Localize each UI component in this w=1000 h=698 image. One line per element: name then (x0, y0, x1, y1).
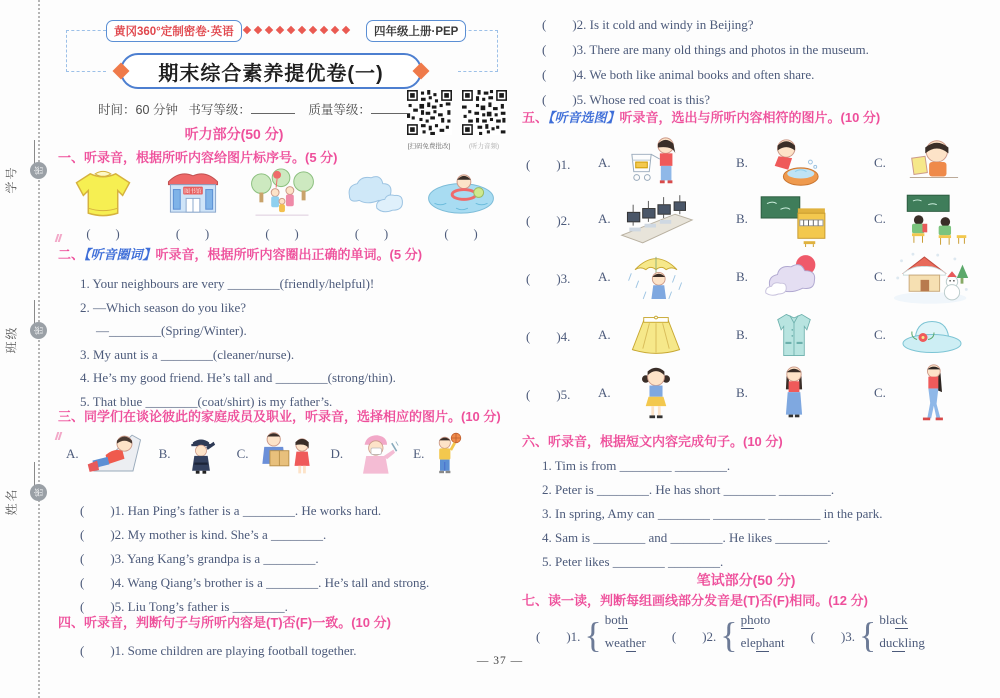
image-option (418, 166, 504, 242)
classroom-illustration (892, 191, 972, 247)
writing-grade-label: 书写等级： (188, 103, 251, 117)
option-label: C. (236, 446, 249, 461)
grade-badge: 四年级上册·PEP (366, 20, 466, 42)
seal-badge (30, 484, 47, 501)
diamond-ornament-left (113, 63, 130, 80)
option-label: C. (874, 385, 886, 400)
answer-bracket: ( )4. (526, 328, 571, 344)
question-line: ( )3. There are many old things and photos in the museum. (542, 42, 869, 57)
phonics-word: both (604, 612, 628, 627)
sweater-illustration (67, 166, 139, 220)
girl-reading-illustration (898, 135, 966, 191)
section-7-groups (536, 612, 925, 658)
music-room-illustration (755, 191, 833, 247)
phonics-word: photo (740, 612, 771, 627)
exam-info-row (98, 100, 425, 118)
question-line: 1. Your neighbours are very ________(friendly/helpful)! (80, 276, 375, 291)
section-5-heading (522, 110, 880, 125)
option-label: E. (413, 446, 425, 461)
option-label: A. (598, 155, 611, 170)
option-label: A. (598, 385, 611, 400)
answer-bracket: ( )5. (526, 386, 571, 402)
section-1-heading: 一、听录音，根据所听内容给图片标序号。(5 分) (58, 150, 338, 165)
written-part-label: 笔试部分(50 分) (696, 572, 796, 588)
answer-bracket: ( ) (354, 227, 389, 241)
option-label: C. (874, 155, 886, 170)
section-2-items (80, 276, 396, 417)
question-line: ( )3. Yang Kang’s grandpa is a ________. (80, 551, 319, 566)
question-line: 3. In spring, Amy can ________ ________ ________ in the park. (542, 506, 883, 521)
question-row (526, 248, 970, 306)
answer-bracket: ( )3. (526, 270, 571, 286)
question-row (526, 364, 970, 422)
brand-badge: 黄冈360°定制密卷·英语 (106, 20, 242, 42)
qr-caption-audio: (听力音频) (468, 143, 500, 150)
police-officer-illustration (175, 428, 227, 480)
section-2-number: 二、 (58, 247, 85, 262)
header-connector-left (66, 30, 106, 72)
image-option (150, 166, 236, 242)
option-label: B. (736, 155, 748, 170)
listening-part-label: 听力部分(50 分) (184, 126, 284, 142)
computer-room-illustration (616, 191, 696, 247)
quality-grade-label: 质量等级： (308, 103, 371, 117)
section-5-tag: 【听音选图】 (548, 110, 620, 125)
phonics-word: black (879, 612, 908, 627)
option-label: D. (330, 446, 344, 461)
diamond-divider (244, 27, 349, 33)
image-option (239, 166, 325, 242)
section-2-heading (58, 247, 422, 262)
section-6-heading: 六、听录音，根据短文内容完成句子。(10 分) (522, 434, 783, 449)
image-option (329, 166, 415, 242)
option-label: B. (158, 446, 171, 461)
section-3-items (80, 500, 429, 620)
driver-illustration (83, 429, 149, 479)
question-line: ( )1. Some children are playing football together. (80, 643, 357, 658)
girl-washing-clothes-illustration (760, 135, 828, 191)
margin-label-class: 班级 (4, 325, 19, 354)
coat-illustration (764, 306, 824, 364)
question-line: 2. —Which season do you like? (80, 299, 247, 315)
qr-caption-grading: [扫码免费批改] (407, 143, 451, 150)
answer-bracket: ( )3. (810, 628, 856, 644)
section-1-image-row (60, 166, 504, 242)
question-line: ( )2. Is it cold and windy in Beijing? (542, 17, 754, 32)
question-line: ( )5. Whose red coat is this? (542, 92, 710, 107)
answer-bracket: ( )2. (526, 212, 571, 228)
answer-bracket: ( )2. (671, 628, 717, 644)
seal-char: 密 (34, 326, 44, 336)
question-line: 5. Peter likes ________ ________. (542, 554, 724, 569)
swimming-illustration (419, 166, 503, 220)
section-6-items (542, 458, 883, 578)
image-option (60, 166, 146, 242)
sun-hat-illustration (897, 312, 967, 358)
nurse-illustration (347, 428, 403, 480)
option-label: B. (736, 269, 748, 284)
option-label: C. (874, 327, 886, 342)
phonics-word: duckling (879, 635, 925, 650)
question-line: 4. He’s my good friend. He’s tall and ________(strong/thin). (80, 370, 396, 385)
brace-glyph: { (584, 615, 602, 655)
grading-qr-code (407, 90, 452, 135)
question-line: ( )1. Han Ping’s father is a ________. He works hard. (80, 503, 382, 518)
option-label: A. (598, 211, 611, 226)
margin-label-student-id: 学号 (4, 165, 19, 194)
phonics-pair (536, 612, 646, 658)
section-4-items-continued (542, 14, 869, 114)
walking-woman-illustration (912, 362, 952, 424)
question-line: ( )4. Wang Qiang’s brother is a ________. He’s tall and strong. (80, 575, 430, 590)
option-label: C. (874, 211, 886, 226)
section-7-heading: 七、读一读，判断每组画线部分发音是(T)否(F)相同。(12 分) (522, 593, 868, 608)
snow-house-snowman-illustration (892, 249, 972, 305)
seal-char: 密 (34, 166, 44, 176)
question-row (526, 134, 970, 192)
skirt-illustration (623, 309, 689, 361)
phonics-word: weather (604, 635, 646, 650)
brace-glyph: { (859, 615, 877, 655)
time-label: 时间：60 分钟 (98, 103, 178, 117)
standing-woman-illustration (776, 363, 812, 423)
phonics-word: elephant (740, 635, 785, 650)
answer-bracket: ( )1. (536, 628, 581, 644)
section-4-heading: 四、听录音，判断句子与所听内容是(T)否(F)一致。(10 分) (58, 615, 391, 630)
writing-grade-blank (251, 101, 295, 114)
section-2-heading-text: 听录音，根据所听内容圈出正确的单词。(5 分) (155, 247, 423, 262)
answer-bracket: ( )1. (526, 156, 571, 172)
question-row (526, 190, 970, 248)
right-page (522, 0, 970, 698)
girl-shopping-cart-illustration (622, 135, 690, 191)
section-5-heading-text: 听录音，选出与所听内容相符的图片。(10 分) (619, 110, 881, 125)
answer-bracket: ( ) (86, 227, 120, 241)
page-number: — 37 — (476, 655, 524, 667)
boy-with-basketball-illustration (428, 428, 468, 480)
seal-char: 密 (34, 488, 44, 498)
binding-dotted-line (38, 0, 40, 698)
option-label: A. (598, 327, 611, 342)
answer-bracket: ( ) (175, 227, 210, 241)
qr-code-area (405, 90, 508, 150)
margin-label-name: 姓名 (4, 487, 19, 516)
park-illustration (241, 166, 323, 220)
question-line: —________(Spring/Winter). (96, 323, 247, 338)
library-sign-text: 图书馆 (183, 189, 202, 195)
audio-qr-code (462, 90, 507, 135)
section-3-image-row (60, 428, 506, 480)
question-row (526, 306, 970, 364)
small-girl-illustration (637, 365, 675, 421)
paper-title-text: 期末综合素养提优卷(一) (158, 62, 384, 85)
question-line: 4. Sam is ________ and ________. He likes ________. (542, 530, 831, 545)
clouds-illustration (337, 166, 407, 220)
brace-glyph: { (720, 615, 738, 655)
question-line: 5. That blue ________(coat/shirt) is my father’s. (80, 393, 333, 409)
library-illustration (156, 166, 230, 220)
section-2-tag: 【听音圈词】 (84, 247, 156, 262)
question-line: ( )5. Liu Tong’s father is ________. (80, 599, 288, 614)
option-label: B. (736, 211, 748, 226)
question-line: 3. My aunt is a ________(cleaner/nurse). (80, 346, 295, 362)
seal-badge (30, 322, 47, 339)
question-line: 2. Peter is ________. He has short ________ ________. (542, 482, 835, 497)
answer-bracket: ( ) (444, 227, 478, 241)
section-5-number: 五、 (522, 110, 549, 125)
phonics-pair (672, 612, 785, 658)
worker-with-box-illustration (252, 428, 320, 480)
section-3-heading: 三、同学们在谈论彼此的家庭成员及职业，听录音，选择相应的图片。(10 分) (58, 409, 501, 424)
answer-bracket: ( ) (265, 227, 299, 241)
diamond-ornament-right (413, 63, 430, 80)
cloudy-sun-illustration (760, 250, 828, 304)
left-page (58, 0, 506, 698)
option-label: C. (874, 269, 886, 284)
question-line: 1. Tim is from ________ ________. (542, 458, 731, 473)
seal-badge (30, 162, 47, 179)
question-line: ( )2. My mother is kind. She’s a ________. (80, 527, 327, 542)
paper-title (120, 53, 422, 89)
option-label: A. (66, 446, 79, 461)
option-label: B. (736, 327, 748, 342)
phonics-pair (811, 612, 925, 658)
question-line: ( )4. We both like animal books and often share. (542, 67, 815, 82)
option-label: A. (598, 269, 611, 284)
rainy-umbrella-illustration (624, 248, 688, 306)
option-label: B. (736, 385, 748, 400)
